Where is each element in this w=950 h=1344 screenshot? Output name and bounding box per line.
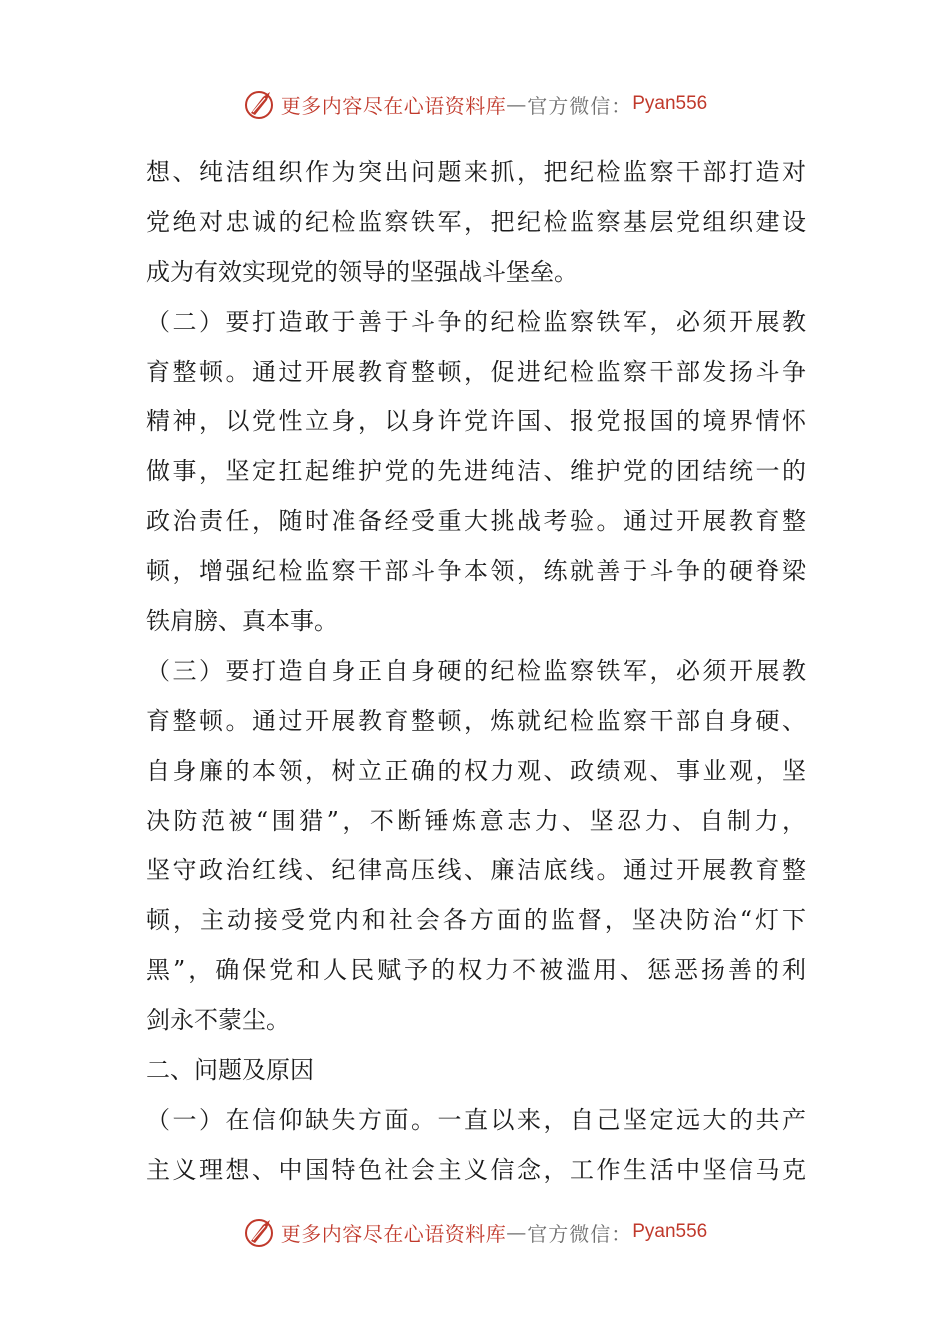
watermark-wechat-id: Pyan556 (632, 1221, 708, 1242)
text-line: （二）要打造敢于善于斗争的纪检监察铁军，必须开展教 (146, 307, 806, 336)
text-line: 黑”，确保党和人民赋予的权力不被滥用、惩恶扬善的利 (146, 956, 806, 985)
watermark-main-text: 更多内容尽在心语资料库 (280, 93, 507, 118)
text-line: 精神，以党性立身，以身许党许国、报党报国的境界情怀 (146, 407, 806, 436)
header-watermark (0, 84, 950, 124)
watermark-official-text: 官方微信： (527, 93, 633, 118)
watermark-main-text: 更多内容尽在心语资料库 (280, 1221, 507, 1246)
watermark-dash: — (506, 92, 528, 116)
pen-nib-logo-icon (243, 1215, 277, 1249)
pen-nib-logo-icon (243, 87, 277, 121)
watermark-wechat-id: Pyan556 (632, 93, 708, 114)
text-line: 主义理想、中国特色社会主义信念，工作生活中坚信马克 (146, 1155, 806, 1184)
text-line: （一）在信仰缺失方面。一直以来，自己坚定远大的共产 (146, 1105, 806, 1134)
watermark-official-text: 官方微信： (527, 1221, 633, 1246)
text-line: 顿，主动接受党内和社会各方面的监督，坚决防治“灯下 (146, 906, 806, 935)
text-line: 育整顿。通过开展教育整顿，炼就纪检监察干部自身硬、 (146, 706, 806, 735)
text-line: 顿，增强纪检监察干部斗争本领，练就善于斗争的硬脊梁 (146, 557, 806, 586)
text-line: 铁肩膀、真本事。 (146, 607, 338, 636)
text-line: 党绝对忠诚的纪检监察铁军，把纪检监察基层党组织建设 (146, 207, 806, 236)
text-line: 成为有效实现党的领导的坚强战斗堡垒。 (146, 257, 578, 286)
document-body (146, 148, 806, 1196)
watermark-dash: — (506, 1220, 528, 1244)
text-line: 政治责任，随时准备经受重大挑战考验。通过开展教育整 (146, 507, 806, 536)
text-line: 决防范被“围猎”，不断锤炼意志力、坚忍力、自制力， (146, 806, 806, 835)
text-line: 剑永不蒙尘。 (146, 1006, 290, 1035)
text-line: （三）要打造自身正自身硬的纪检监察铁军，必须开展教 (146, 656, 806, 685)
section-heading: 二、问题及原因 (146, 1056, 314, 1085)
text-line: 做事，坚定扛起维护党的先进纯洁、维护党的团结统一的 (146, 457, 806, 486)
text-line: 坚守政治红线、纪律高压线、廉洁底线。通过开展教育整 (146, 856, 806, 885)
text-line: 育整顿。通过开展教育整顿，促进纪检监察干部发扬斗争 (146, 357, 806, 386)
text-line: 想、纯洁组织作为突出问题来抓，把纪检监察干部打造对 (146, 158, 806, 186)
footer-watermark (0, 1212, 950, 1252)
text-line: 自身廉的本领，树立正确的权力观、政绩观、事业观，坚 (146, 756, 806, 785)
